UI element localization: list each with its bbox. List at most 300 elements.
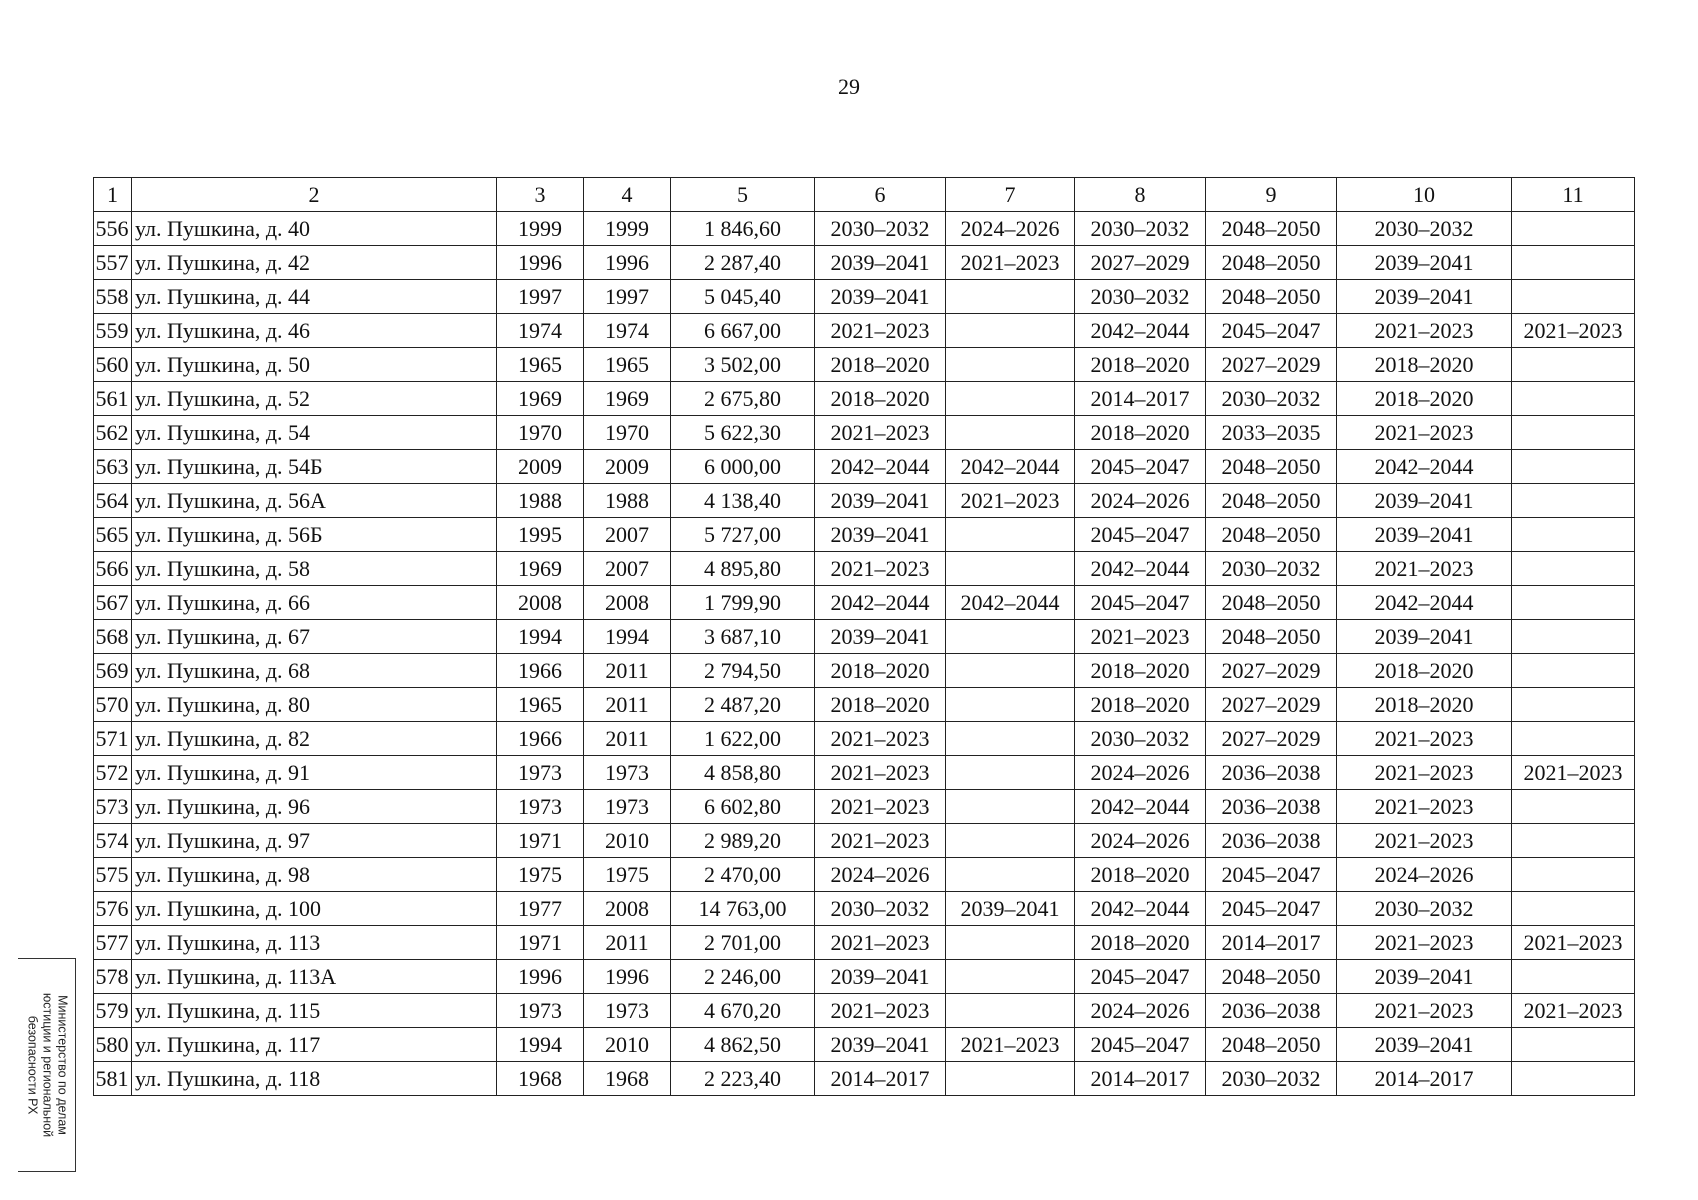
year-built-cell: 1994 <box>497 620 584 654</box>
period-col9-cell: 2048–2050 <box>1206 246 1337 280</box>
table-row <box>94 892 1635 926</box>
address-cell: ул. Пушкина, д. 115 <box>132 994 497 1028</box>
year-commissioned-cell: 2008 <box>584 892 671 926</box>
period-col11-cell <box>1512 688 1635 722</box>
address-cell: ул. Пушкина, д. 118 <box>132 1062 497 1096</box>
period-col7-cell <box>946 858 1075 892</box>
period-col6-cell: 2030–2032 <box>815 212 946 246</box>
period-col10-cell: 2018–2020 <box>1337 382 1512 416</box>
period-col6-cell: 2039–2041 <box>815 960 946 994</box>
period-col7-cell: 2024–2026 <box>946 212 1075 246</box>
period-col7-cell <box>946 280 1075 314</box>
period-col6-cell: 2021–2023 <box>815 314 946 348</box>
table-header <box>94 178 1635 212</box>
period-col6-cell: 2039–2041 <box>815 280 946 314</box>
table-row <box>94 960 1635 994</box>
period-col11-cell <box>1512 212 1635 246</box>
period-col11-cell: 2021–2023 <box>1512 926 1635 960</box>
year-commissioned-cell: 1997 <box>584 280 671 314</box>
period-col8-cell: 2045–2047 <box>1075 586 1206 620</box>
period-col6-cell: 2021–2023 <box>815 926 946 960</box>
address-cell: ул. Пушкина, д. 54 <box>132 416 497 450</box>
period-col11-cell <box>1512 484 1635 518</box>
row-number-cell: 579 <box>94 994 132 1028</box>
address-cell: ул. Пушкина, д. 54Б <box>132 450 497 484</box>
row-number-cell: 559 <box>94 314 132 348</box>
period-col6-cell: 2039–2041 <box>815 518 946 552</box>
period-col9-cell: 2033–2035 <box>1206 416 1337 450</box>
period-col7-cell <box>946 382 1075 416</box>
row-number-cell: 570 <box>94 688 132 722</box>
period-col6-cell: 2021–2023 <box>815 552 946 586</box>
area-cell: 14 763,00 <box>671 892 815 926</box>
period-col8-cell: 2042–2044 <box>1075 552 1206 586</box>
row-number-cell: 576 <box>94 892 132 926</box>
period-col11-cell <box>1512 518 1635 552</box>
period-col10-cell: 2030–2032 <box>1337 212 1512 246</box>
year-commissioned-cell: 1973 <box>584 756 671 790</box>
year-built-cell: 1969 <box>497 382 584 416</box>
year-commissioned-cell: 1996 <box>584 246 671 280</box>
period-col6-cell: 2018–2020 <box>815 382 946 416</box>
year-commissioned-cell: 1996 <box>584 960 671 994</box>
address-cell: ул. Пушкина, д. 82 <box>132 722 497 756</box>
row-number-cell: 580 <box>94 1028 132 1062</box>
address-cell: ул. Пушкина, д. 67 <box>132 620 497 654</box>
period-col9-cell: 2048–2050 <box>1206 586 1337 620</box>
period-col10-cell: 2030–2032 <box>1337 892 1512 926</box>
period-col8-cell: 2042–2044 <box>1075 790 1206 824</box>
year-built-cell: 1996 <box>497 960 584 994</box>
period-col9-cell: 2036–2038 <box>1206 756 1337 790</box>
period-col11-cell <box>1512 246 1635 280</box>
row-number-cell: 560 <box>94 348 132 382</box>
year-built-cell: 1973 <box>497 994 584 1028</box>
table-row <box>94 1028 1635 1062</box>
page-number: 29 <box>838 74 860 99</box>
row-number-cell: 577 <box>94 926 132 960</box>
row-number-cell: 566 <box>94 552 132 586</box>
period-col8-cell: 2018–2020 <box>1075 926 1206 960</box>
address-cell: ул. Пушкина, д. 56А <box>132 484 497 518</box>
address-cell: ул. Пушкина, д. 97 <box>132 824 497 858</box>
period-col8-cell: 2014–2017 <box>1075 1062 1206 1096</box>
period-col9-cell: 2048–2050 <box>1206 1028 1337 1062</box>
period-col10-cell: 2042–2044 <box>1337 450 1512 484</box>
area-cell: 6 667,00 <box>671 314 815 348</box>
period-col11-cell: 2021–2023 <box>1512 756 1635 790</box>
year-built-cell: 1996 <box>497 246 584 280</box>
period-col8-cell: 2018–2020 <box>1075 858 1206 892</box>
period-col11-cell <box>1512 586 1635 620</box>
period-col10-cell: 2021–2023 <box>1337 824 1512 858</box>
row-number-cell: 571 <box>94 722 132 756</box>
area-cell: 5 622,30 <box>671 416 815 450</box>
row-number-cell: 578 <box>94 960 132 994</box>
year-commissioned-cell: 2009 <box>584 450 671 484</box>
year-built-cell: 1977 <box>497 892 584 926</box>
period-col8-cell: 2030–2032 <box>1075 722 1206 756</box>
period-col8-cell: 2027–2029 <box>1075 246 1206 280</box>
period-col7-cell: 2042–2044 <box>946 586 1075 620</box>
period-col8-cell: 2030–2032 <box>1075 212 1206 246</box>
period-col6-cell: 2042–2044 <box>815 450 946 484</box>
period-col6-cell: 2039–2041 <box>815 484 946 518</box>
period-col10-cell: 2018–2020 <box>1337 688 1512 722</box>
year-commissioned-cell: 1988 <box>584 484 671 518</box>
period-col7-cell <box>946 654 1075 688</box>
period-col7-cell: 2042–2044 <box>946 450 1075 484</box>
housing-register-table <box>93 177 1635 1096</box>
table-row <box>94 246 1635 280</box>
period-col6-cell: 2039–2041 <box>815 1028 946 1062</box>
area-cell: 2 470,00 <box>671 858 815 892</box>
table-row <box>94 994 1635 1028</box>
period-col7-cell <box>946 960 1075 994</box>
year-commissioned-cell: 2011 <box>584 688 671 722</box>
period-col10-cell: 2021–2023 <box>1337 926 1512 960</box>
period-col7-cell <box>946 994 1075 1028</box>
area-cell: 5 727,00 <box>671 518 815 552</box>
period-col8-cell: 2042–2044 <box>1075 314 1206 348</box>
table-row <box>94 280 1635 314</box>
area-cell: 2 989,20 <box>671 824 815 858</box>
period-col8-cell: 2018–2020 <box>1075 348 1206 382</box>
row-number-cell: 567 <box>94 586 132 620</box>
row-number-cell: 563 <box>94 450 132 484</box>
year-commissioned-cell: 2008 <box>584 586 671 620</box>
year-commissioned-cell: 1970 <box>584 416 671 450</box>
address-cell: ул. Пушкина, д. 80 <box>132 688 497 722</box>
row-number-cell: 569 <box>94 654 132 688</box>
period-col11-cell: 2021–2023 <box>1512 994 1635 1028</box>
period-col11-cell <box>1512 348 1635 382</box>
period-col7-cell <box>946 688 1075 722</box>
period-col6-cell: 2021–2023 <box>815 790 946 824</box>
address-cell: ул. Пушкина, д. 91 <box>132 756 497 790</box>
period-col8-cell: 2024–2026 <box>1075 824 1206 858</box>
period-col6-cell: 2021–2023 <box>815 722 946 756</box>
period-col9-cell: 2027–2029 <box>1206 348 1337 382</box>
period-col7-cell <box>946 1062 1075 1096</box>
year-built-cell: 1999 <box>497 212 584 246</box>
table-row <box>94 450 1635 484</box>
address-cell: ул. Пушкина, д. 58 <box>132 552 497 586</box>
period-col11-cell <box>1512 824 1635 858</box>
period-col7-cell <box>946 348 1075 382</box>
row-number-cell: 562 <box>94 416 132 450</box>
period-col6-cell: 2030–2032 <box>815 892 946 926</box>
period-col10-cell: 2021–2023 <box>1337 314 1512 348</box>
table-row <box>94 620 1635 654</box>
table-row <box>94 518 1635 552</box>
stamp-line: безопасности РХ <box>25 1015 39 1115</box>
area-cell: 1 799,90 <box>671 586 815 620</box>
period-col9-cell: 2048–2050 <box>1206 450 1337 484</box>
period-col8-cell: 2030–2032 <box>1075 280 1206 314</box>
address-cell: ул. Пушкина, д. 113 <box>132 926 497 960</box>
period-col8-cell: 2024–2026 <box>1075 994 1206 1028</box>
year-built-cell: 1975 <box>497 858 584 892</box>
year-built-cell: 1974 <box>497 314 584 348</box>
table-row <box>94 926 1635 960</box>
period-col7-cell: 2021–2023 <box>946 484 1075 518</box>
period-col7-cell <box>946 756 1075 790</box>
period-col9-cell: 2036–2038 <box>1206 790 1337 824</box>
header-cell-4: 4 <box>584 178 671 212</box>
period-col10-cell: 2039–2041 <box>1337 484 1512 518</box>
period-col11-cell <box>1512 280 1635 314</box>
period-col11-cell <box>1512 722 1635 756</box>
area-cell: 1 846,60 <box>671 212 815 246</box>
address-cell: ул. Пушкина, д. 98 <box>132 858 497 892</box>
year-commissioned-cell: 1965 <box>584 348 671 382</box>
row-number-cell: 556 <box>94 212 132 246</box>
period-col6-cell: 2021–2023 <box>815 824 946 858</box>
period-col6-cell: 2014–2017 <box>815 1062 946 1096</box>
address-cell: ул. Пушкина, д. 96 <box>132 790 497 824</box>
address-cell: ул. Пушкина, д. 113А <box>132 960 497 994</box>
year-built-cell: 1973 <box>497 756 584 790</box>
area-cell: 2 675,80 <box>671 382 815 416</box>
area-cell: 4 138,40 <box>671 484 815 518</box>
year-commissioned-cell: 2010 <box>584 824 671 858</box>
year-built-cell: 1995 <box>497 518 584 552</box>
period-col7-cell <box>946 824 1075 858</box>
area-cell: 2 487,20 <box>671 688 815 722</box>
period-col7-cell <box>946 552 1075 586</box>
period-col8-cell: 2024–2026 <box>1075 484 1206 518</box>
period-col6-cell: 2021–2023 <box>815 756 946 790</box>
row-number-cell: 557 <box>94 246 132 280</box>
ministry-stamp <box>18 958 76 1172</box>
period-col9-cell: 2048–2050 <box>1206 620 1337 654</box>
period-col6-cell: 2018–2020 <box>815 688 946 722</box>
period-col9-cell: 2036–2038 <box>1206 824 1337 858</box>
table-row <box>94 722 1635 756</box>
year-commissioned-cell: 2010 <box>584 1028 671 1062</box>
period-col9-cell: 2014–2017 <box>1206 926 1337 960</box>
period-col11-cell <box>1512 1062 1635 1096</box>
header-cell-2: 2 <box>132 178 497 212</box>
period-col8-cell: 2045–2047 <box>1075 450 1206 484</box>
period-col11-cell <box>1512 552 1635 586</box>
area-cell: 2 287,40 <box>671 246 815 280</box>
address-cell: ул. Пушкина, д. 117 <box>132 1028 497 1062</box>
table-row <box>94 858 1635 892</box>
period-col9-cell: 2030–2032 <box>1206 1062 1337 1096</box>
period-col9-cell: 2048–2050 <box>1206 484 1337 518</box>
table-row <box>94 552 1635 586</box>
area-cell: 5 045,40 <box>671 280 815 314</box>
period-col6-cell: 2021–2023 <box>815 416 946 450</box>
stamp-line: юстиции и региональной <box>40 992 54 1138</box>
address-cell: ул. Пушкина, д. 68 <box>132 654 497 688</box>
table-row <box>94 688 1635 722</box>
area-cell: 1 622,00 <box>671 722 815 756</box>
period-col8-cell: 2018–2020 <box>1075 654 1206 688</box>
period-col7-cell: 2039–2041 <box>946 892 1075 926</box>
period-col7-cell <box>946 790 1075 824</box>
table-body <box>94 212 1635 1096</box>
period-col10-cell: 2039–2041 <box>1337 620 1512 654</box>
year-built-cell: 1997 <box>497 280 584 314</box>
year-built-cell: 1971 <box>497 926 584 960</box>
period-col9-cell: 2027–2029 <box>1206 688 1337 722</box>
period-col11-cell: 2021–2023 <box>1512 314 1635 348</box>
year-commissioned-cell: 2007 <box>584 552 671 586</box>
row-number-cell: 572 <box>94 756 132 790</box>
row-number-cell: 574 <box>94 824 132 858</box>
area-cell: 4 862,50 <box>671 1028 815 1062</box>
row-number-cell: 558 <box>94 280 132 314</box>
year-commissioned-cell: 1973 <box>584 994 671 1028</box>
address-cell: ул. Пушкина, д. 52 <box>132 382 497 416</box>
period-col11-cell <box>1512 1028 1635 1062</box>
period-col9-cell: 2045–2047 <box>1206 314 1337 348</box>
period-col7-cell <box>946 416 1075 450</box>
period-col10-cell: 2024–2026 <box>1337 858 1512 892</box>
row-number-cell: 575 <box>94 858 132 892</box>
year-commissioned-cell: 2011 <box>584 926 671 960</box>
year-built-cell: 1971 <box>497 824 584 858</box>
year-built-cell: 1966 <box>497 654 584 688</box>
row-number-cell: 564 <box>94 484 132 518</box>
area-cell: 2 701,00 <box>671 926 815 960</box>
area-cell: 4 858,80 <box>671 756 815 790</box>
table-row <box>94 586 1635 620</box>
period-col11-cell <box>1512 654 1635 688</box>
period-col10-cell: 2039–2041 <box>1337 518 1512 552</box>
area-cell: 4 895,80 <box>671 552 815 586</box>
table-row <box>94 416 1635 450</box>
area-cell: 3 502,00 <box>671 348 815 382</box>
year-commissioned-cell: 1968 <box>584 1062 671 1096</box>
area-cell: 2 246,00 <box>671 960 815 994</box>
header-cell-9: 9 <box>1206 178 1337 212</box>
address-cell: ул. Пушкина, д. 46 <box>132 314 497 348</box>
address-cell: ул. Пушкина, д. 66 <box>132 586 497 620</box>
row-number-cell: 565 <box>94 518 132 552</box>
header-cell-10: 10 <box>1337 178 1512 212</box>
period-col8-cell: 2045–2047 <box>1075 518 1206 552</box>
address-cell: ул. Пушкина, д. 42 <box>132 246 497 280</box>
year-built-cell: 1968 <box>497 1062 584 1096</box>
year-commissioned-cell: 1969 <box>584 382 671 416</box>
area-cell: 3 687,10 <box>671 620 815 654</box>
period-col6-cell: 2039–2041 <box>815 246 946 280</box>
year-commissioned-cell: 1975 <box>584 858 671 892</box>
period-col6-cell: 2018–2020 <box>815 348 946 382</box>
year-commissioned-cell: 2011 <box>584 654 671 688</box>
year-built-cell: 1970 <box>497 416 584 450</box>
period-col10-cell: 2021–2023 <box>1337 722 1512 756</box>
row-number-cell: 568 <box>94 620 132 654</box>
period-col8-cell: 2021–2023 <box>1075 620 1206 654</box>
area-cell: 2 223,40 <box>671 1062 815 1096</box>
year-commissioned-cell: 1994 <box>584 620 671 654</box>
period-col9-cell: 2036–2038 <box>1206 994 1337 1028</box>
period-col10-cell: 2021–2023 <box>1337 552 1512 586</box>
period-col10-cell: 2039–2041 <box>1337 280 1512 314</box>
period-col8-cell: 2018–2020 <box>1075 688 1206 722</box>
table-row <box>94 314 1635 348</box>
period-col11-cell <box>1512 960 1635 994</box>
period-col11-cell <box>1512 892 1635 926</box>
period-col8-cell: 2014–2017 <box>1075 382 1206 416</box>
period-col10-cell: 2021–2023 <box>1337 790 1512 824</box>
period-col9-cell: 2045–2047 <box>1206 858 1337 892</box>
year-commissioned-cell: 2007 <box>584 518 671 552</box>
stamp-text <box>24 960 69 1170</box>
header-cell-8: 8 <box>1075 178 1206 212</box>
period-col10-cell: 2021–2023 <box>1337 994 1512 1028</box>
period-col11-cell <box>1512 858 1635 892</box>
table-row <box>94 1062 1635 1096</box>
row-number-cell: 573 <box>94 790 132 824</box>
period-col9-cell: 2030–2032 <box>1206 552 1337 586</box>
period-col9-cell: 2045–2047 <box>1206 892 1337 926</box>
year-commissioned-cell: 1973 <box>584 790 671 824</box>
header-cell-1: 1 <box>94 178 132 212</box>
row-number-cell: 581 <box>94 1062 132 1096</box>
year-built-cell: 1966 <box>497 722 584 756</box>
period-col9-cell: 2027–2029 <box>1206 722 1337 756</box>
period-col10-cell: 2021–2023 <box>1337 416 1512 450</box>
header-cell-6: 6 <box>815 178 946 212</box>
period-col6-cell: 2018–2020 <box>815 654 946 688</box>
period-col7-cell <box>946 314 1075 348</box>
year-built-cell: 2009 <box>497 450 584 484</box>
table-row <box>94 484 1635 518</box>
year-built-cell: 1965 <box>497 348 584 382</box>
period-col11-cell <box>1512 416 1635 450</box>
period-col9-cell: 2048–2050 <box>1206 960 1337 994</box>
period-col7-cell <box>946 518 1075 552</box>
period-col10-cell: 2039–2041 <box>1337 1028 1512 1062</box>
address-cell: ул. Пушкина, д. 44 <box>132 280 497 314</box>
period-col10-cell: 2039–2041 <box>1337 960 1512 994</box>
period-col10-cell: 2021–2023 <box>1337 756 1512 790</box>
year-built-cell: 1973 <box>497 790 584 824</box>
period-col8-cell: 2045–2047 <box>1075 960 1206 994</box>
period-col8-cell: 2042–2044 <box>1075 892 1206 926</box>
period-col9-cell: 2048–2050 <box>1206 280 1337 314</box>
header-row <box>94 178 1635 212</box>
year-built-cell: 2008 <box>497 586 584 620</box>
table-row <box>94 790 1635 824</box>
period-col10-cell: 2018–2020 <box>1337 348 1512 382</box>
year-built-cell: 1994 <box>497 1028 584 1062</box>
area-cell: 6 602,80 <box>671 790 815 824</box>
table-row <box>94 348 1635 382</box>
period-col7-cell <box>946 722 1075 756</box>
period-col10-cell: 2018–2020 <box>1337 654 1512 688</box>
area-cell: 2 794,50 <box>671 654 815 688</box>
table-row <box>94 756 1635 790</box>
period-col11-cell <box>1512 790 1635 824</box>
period-col9-cell: 2048–2050 <box>1206 212 1337 246</box>
address-cell: ул. Пушкина, д. 50 <box>132 348 497 382</box>
period-col8-cell: 2024–2026 <box>1075 756 1206 790</box>
year-commissioned-cell: 1999 <box>584 212 671 246</box>
period-col7-cell <box>946 620 1075 654</box>
address-cell: ул. Пушкина, д. 100 <box>132 892 497 926</box>
table-row <box>94 654 1635 688</box>
address-cell: ул. Пушкина, д. 56Б <box>132 518 497 552</box>
header-cell-3: 3 <box>497 178 584 212</box>
period-col9-cell: 2030–2032 <box>1206 382 1337 416</box>
